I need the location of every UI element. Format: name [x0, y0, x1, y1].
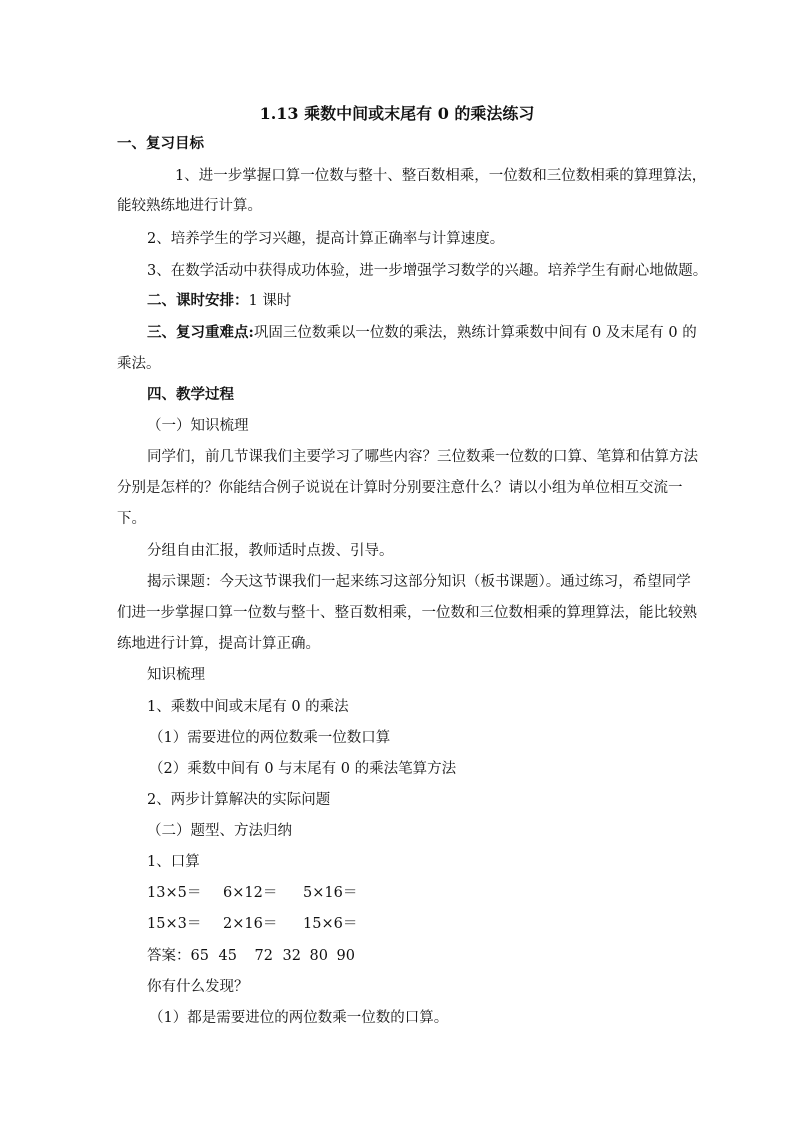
goal-1-line-1: 1、进一步掌握口算一位数与整十、整百数相乘，一位数和三位数相乘的算理算法， — [175, 168, 707, 184]
answer-value: 65 — [190, 948, 209, 964]
question-1-heading: 1、口算 — [147, 854, 200, 870]
section-lesson-schedule — [117, 291, 679, 311]
goal-1-line-2: 能较熟练地进行计算。 — [117, 198, 262, 214]
section-heading-lesson-schedule: 二、课时安排： — [147, 292, 249, 309]
lesson-schedule-value: 1 课时 — [248, 293, 292, 309]
expression: 5×16＝ — [303, 885, 358, 901]
para-3-line-2: 们进一步掌握口算一位数与整十、整百数相乘，一位数和三位数相乘的算理算法，能比较熟 — [117, 605, 697, 621]
expression: 2×16＝ — [223, 916, 278, 932]
expression-row-1 — [117, 883, 679, 903]
section-heading-review-goals: 一、复习目标 — [117, 135, 204, 152]
para-1-line-2: 分别是怎样的？你能结合例子说说在计算时分别要注意什么？请以小组为单位相互交流一 — [117, 480, 683, 496]
expression: 15×6＝ — [303, 916, 358, 932]
part-2-heading: （二）题型、方法归纳 — [147, 823, 292, 839]
knowledge-item-1-1: （1）需要进位的两位数乘一位数口算 — [149, 730, 391, 746]
goal-2: 2、培养学生的学习兴趣，提高计算正确率与计算速度。 — [147, 231, 505, 247]
knowledge-item-1-2: （2）乘数中间有 0 与末尾有 0 的乘法笔算方法 — [149, 761, 457, 777]
finding-1: （1）都是需要进位的两位数乘一位数的口算。 — [149, 1010, 449, 1026]
knowledge-item-1: 1、乘数中间或末尾有 0 的乘法 — [147, 699, 349, 715]
knowledge-heading: 知识梳理 — [147, 667, 205, 683]
answer-value: 80 — [309, 948, 328, 964]
page-title: 1.13 乘数中间或末尾有 0 的乘法练习 — [259, 104, 535, 123]
section-heading-teaching-process: 四、教学过程 — [147, 386, 234, 403]
para-2: 分组自由汇报，教师适时点拨、引导。 — [147, 543, 394, 559]
section-heading-key-points: 三、复习重难点: — [147, 324, 254, 341]
expression: 6×12＝ — [223, 885, 278, 901]
expression-row-2 — [117, 914, 679, 934]
goal-3: 3、在数学活动中获得成功体验，进一步增强学习数学的兴趣。培养学生有耐心地做题。 — [147, 263, 708, 279]
part-1-heading: （一）知识梳理 — [147, 418, 249, 434]
answer-value: 45 — [218, 948, 237, 964]
para-3-line-1: 揭示课题：今天这节课我们一起来练习这部分知识（板书课题）。通过练习，希望同学 — [147, 574, 691, 590]
expression: 13×5＝ — [147, 885, 202, 901]
answer-value: 72 — [254, 948, 273, 964]
section-key-points-line-1 — [117, 323, 697, 343]
key-points-text: 巩固三位数乘以一位数的乘法，熟练计算乘数中间有 0 及末尾有 0 的 — [253, 325, 697, 341]
answer-label: 答案： — [147, 948, 191, 964]
answer-value: 32 — [282, 948, 301, 964]
para-1-line-1: 同学们，前几节课我们主要学习了哪些内容？三位数乘一位数的口算、笔算和估算方法 — [147, 449, 698, 465]
expression: 15×3＝ — [147, 916, 202, 932]
answer-row — [117, 946, 679, 966]
para-1-line-3: 下。 — [117, 511, 146, 527]
section-key-points-line-2: 乘法。 — [117, 356, 161, 372]
discovery-question: 你有什么发现？ — [147, 979, 249, 995]
knowledge-item-2: 2、两步计算解决的实际问题 — [147, 792, 331, 808]
para-3-line-3: 练地进行计算，提高计算正确。 — [117, 636, 320, 652]
answer-value: 90 — [336, 948, 355, 964]
